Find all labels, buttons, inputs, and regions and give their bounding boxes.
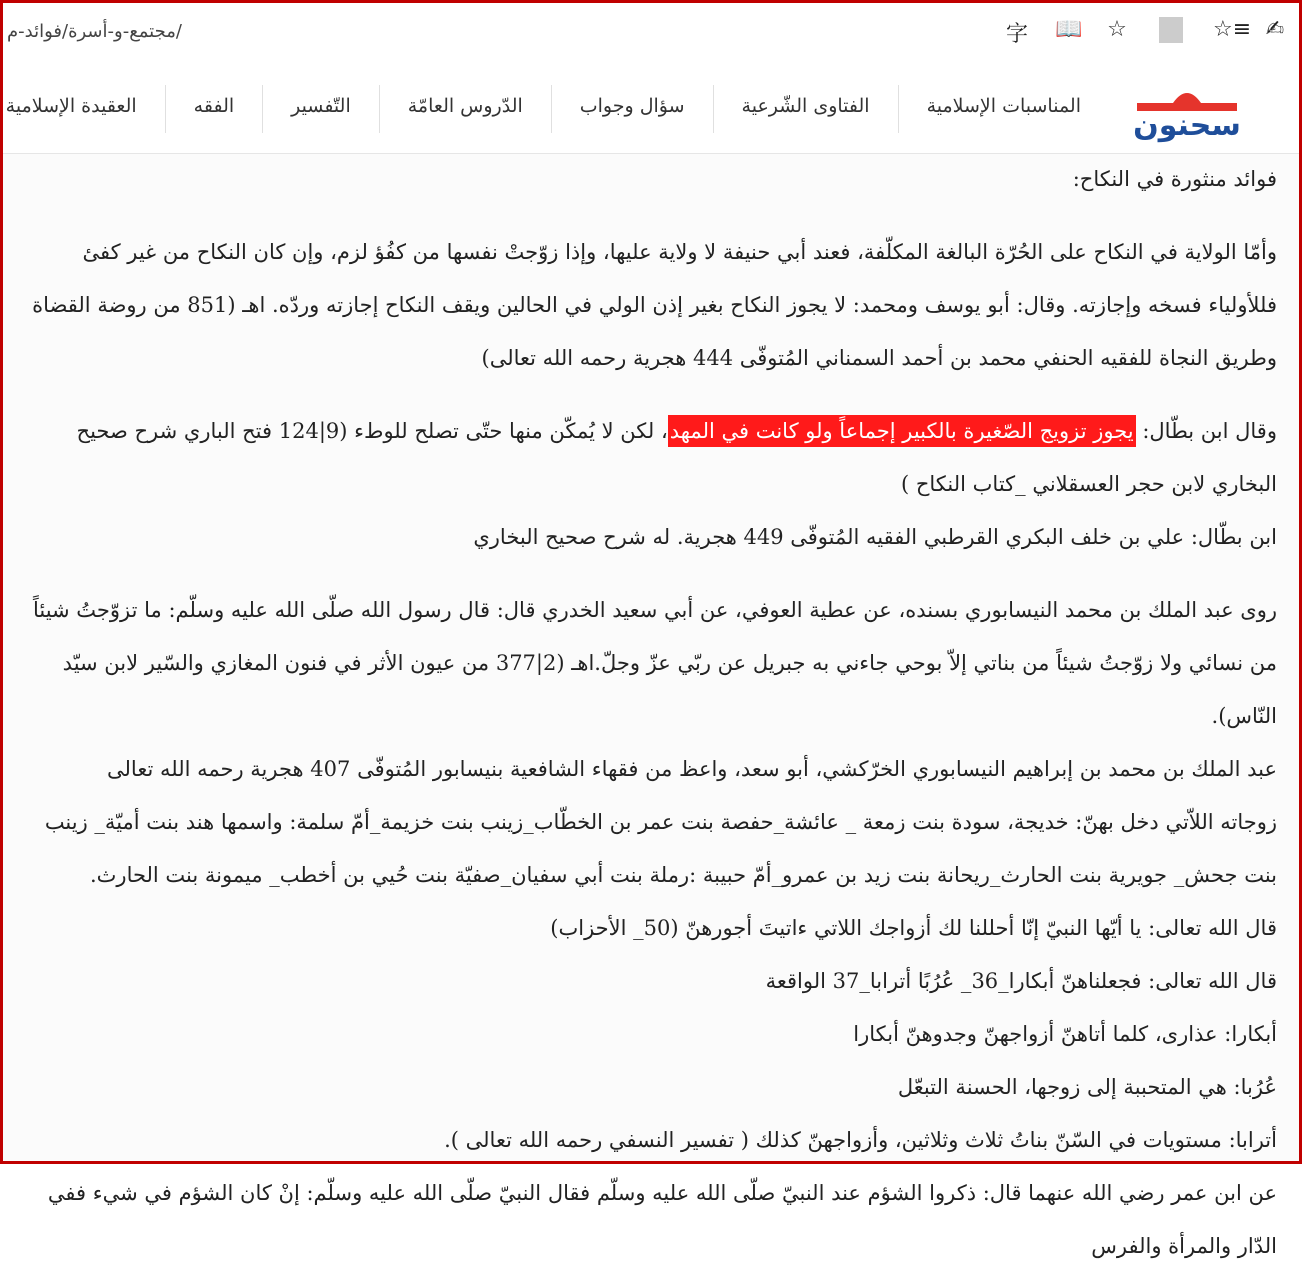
nav-item-fatawa[interactable]: الفتاوى الشّرعية <box>713 85 898 133</box>
paragraph-verse-waqia: قال الله تعالى: فجعلناهنّ أبكارا_36_ عُرُبًا أترابا_37 الواقعة <box>765 969 1277 993</box>
paragraph-text: ، لكن لا يُمكّن منها حتّى تصلح للوطء (9|124 فتح الباري شرح صحيح البخاري لابن حجر العسقلاني _كتاب النكاح ) <box>76 419 1277 496</box>
paragraph-atrab: أترابا: مستويات في السّنّ بناتُ ثلاث وثلاثين، وأزواجهنّ كذلك ( تفسير النسفي رحمه الله تعالى ). <box>444 1128 1277 1152</box>
browser-toolbar <box>3 3 1299 66</box>
nav-item-tafsir[interactable]: التّفسير <box>262 85 379 133</box>
highlighted-text: يجوز تزويج الصّغيرة بالكبير إجماعاً ولو كانت في المهد <box>668 415 1136 447</box>
site-logo[interactable] <box>1133 81 1241 143</box>
favorite-star-icon[interactable]: ☆ <box>1107 17 1127 42</box>
translate-icon[interactable]: 字 <box>1005 22 1028 47</box>
paragraph-ibn-battal-bio: ابن بطّال: علي بن خلف البكري القرطبي الفقيه المُتوفّى 449 هجرية. له شرح صحيح البخاري <box>473 525 1277 549</box>
toolbar-icons <box>1005 17 1287 48</box>
address-bar[interactable]: مجتمع-و-أسرة/فوائد-م/ <box>7 21 182 42</box>
paragraph-abkar: أبكارا: عذارى، كلما أتاهنّ أزواجهنّ وجدوهنّ أبكارا <box>853 1022 1277 1046</box>
site-navigation <box>3 65 1299 154</box>
paragraph-wilaya: وأمّا الولاية في النكاح على الحُرّة البالغة المكلّفة، فعند أبي حنيفة لا ولاية عليها، وإذا زوّجتْ نفسها من كفُؤ لزم، وإن كان النكاح من غير كفئ فللأولياء فسخه وإجازته. وقال: أبو يوسف ومحمد: لا يجوز النكاح بغير إذن الولي في الحالين ويقف النكاح إجازته وردّه. اهـ (851 من روضة القضاة وطريق النجاة للفقيه الحنفي محمد بن أحمد السمناني المُتوفّى 444 هجرية رحمه الله تعالى) <box>32 240 1277 370</box>
favorites-list-icon[interactable]: ☆≡ <box>1213 17 1252 42</box>
paragraph-text: وقال ابن بطّال: <box>1135 419 1277 443</box>
paragraph-verse-ahzab: قال الله تعالى: يا أيّها النبيّ إنّا أحللنا لك أزواجك اللاتي ءاتيتَ أجورهنّ (50_ الأحزاب) <box>550 916 1277 940</box>
nav-item-qa[interactable]: سؤال وجواب <box>551 85 713 133</box>
logo-text: سحنون <box>1133 108 1241 143</box>
nav-item-occasions[interactable]: المناسبات الإسلامية <box>898 85 1109 133</box>
nav-list <box>0 85 1109 133</box>
paragraph-hadith: روى عبد الملك بن محمد النيسابوري بسنده، عن عطية العوفي، عن أبي سعيد الخدري قال: قال رسول الله صلّى الله عليه وسلّم: ما تزوّجتُ شيئاً من نسائي ولا زوّجتُ شيئاً من بناتي إلاّ بوحي جاءني به جبريل عن ربّي عزّ وجلّ.اهـ (2|377 من عيون الأثر في فنون المغازي والسّير لابن سيّد النّاس). <box>32 598 1277 728</box>
paragraph-wives: زوجاته اللاّتي دخل بهنّ: خديجة، سودة بنت زمعة _ عائشة_حفصة بنت عمر بن الخطّاب_زينب بنت خزيمة_أمّ سلمة: واسمها هند بنت أميّة_ زينب بنت جحش_ جويرية بنت الحارث_ريحانة بنت زيد بن عمرو_أمّ حبيبة :رملة بنت أبي سفيان_صفيّة بنت حُيي بن أخطب_ ميمونة بنت الحارث. <box>44 810 1277 887</box>
article-heading: فوائد منثورة في النكاح: <box>1072 167 1277 191</box>
toolbar-divider <box>1159 17 1183 43</box>
nav-item-aqeeda[interactable]: العقيدة الإسلامية <box>0 85 165 133</box>
paragraph-shoum: عن ابن عمر رضي الله عنهما قال: ذكروا الشؤم عند النبيّ صلّى الله عليه وسلّم فقال النبيّ صلّى الله عليه وسلّم: إنْ كان الشؤم في شيء ففي الدّار والمرأة والفرس <box>47 1181 1277 1258</box>
paragraph-ibn-battal <box>21 405 1277 511</box>
nav-item-fiqh[interactable]: الفقه <box>165 85 262 133</box>
paragraph-urub: عُرُبا: هي المتحببة إلى زوجها، الحسنة التبعّل <box>897 1075 1277 1099</box>
nav-item-lessons[interactable]: الدّروس العامّة <box>379 85 551 133</box>
reader-icon[interactable]: 📖 <box>1055 17 1083 42</box>
paragraph-narrator-bio: عبد الملك بن محمد بن إبراهيم النيسابوري الخرّكشي، أبو سعد، واعظ من فقهاء الشافعية بنيسابور المُتوفّى 407 هجرية رحمه الله تعالى <box>107 757 1277 781</box>
article-body <box>21 153 1277 1273</box>
sign-pen-icon[interactable]: ✍ <box>1265 17 1285 42</box>
